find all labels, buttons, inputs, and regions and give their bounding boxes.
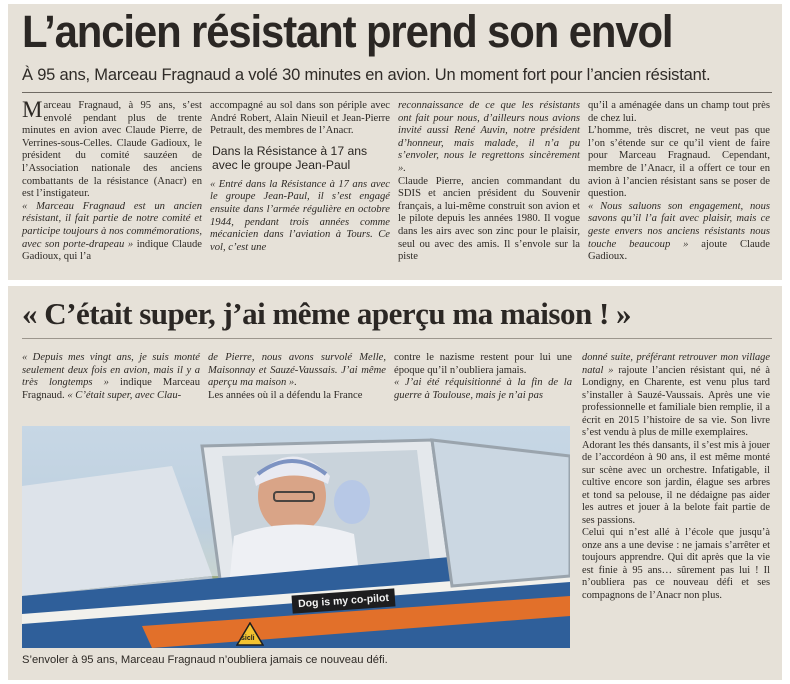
top-column-3 (398, 100, 580, 264)
top-col4-quote: « Nous saluons son engagement, nous savons qu’il l’a fait avec plaisir, mais ce geste envers nos anciens résistants nous touche beaucoup » (588, 200, 770, 250)
bottom-column-2 (208, 352, 386, 402)
bottom-col1-quote: « Depuis mes vingt ans, je suis monté seulement deux fois en avion, mais il y a très longtemps » (22, 352, 200, 389)
bottom-col2-paragraph: Les années où il a défendu la France (208, 389, 363, 401)
bottom-col3-paragraph: contre le nazisme restent pour lui une époque qu’il n’oubliera jamais. (394, 352, 572, 376)
bottom-column-4 (582, 352, 770, 602)
bottom-column-1 (22, 352, 200, 402)
bottom-col2-quote: de Pierre, nous avons survolé Melle, Maisonnay et Sauzé-Vaussais. J’ai même aperçu ma maison ». (208, 352, 386, 389)
top-col2-quote: « Entré dans la Résistance à 17 ans avec le groupe Jean-Paul, il s’est engagé ensuite dans l’armée régulière en octobre 1944, pendant trois années comme mécanicien dans l’aviation à Tours. Ce vol, c’est une (210, 178, 390, 253)
top-col4-quote-attribution: ajoute Claude Gadioux. (588, 238, 770, 263)
quote-headline: « C’était super, j’ai même aperçu ma maison ! » (22, 296, 632, 331)
top-col1-quote: « Marceau Fragnaud est un ancien résistant, il fait partie de notre comité et participe toujours à nos commémorations, avec son porte-drapeau » (22, 200, 202, 250)
cockpit-illustration (22, 426, 570, 648)
bottom-col3-quote: « J’ai été réquisitionné à la fin de la guerre à Toulouse, mais je n’ai pas (394, 377, 572, 401)
photo-caption: S’envoler à 95 ans, Marceau Fragnaud n’oubliera jamais ce nouveau défi. (22, 654, 388, 666)
top-column-4 (588, 100, 770, 264)
top-column-2 (210, 100, 390, 254)
top-column-1 (22, 97, 202, 264)
bottom-col4-paragraph-3: Celui qui n’est allé à l’école que jusqu’à onze ans a une devise : ne jamais s’arrêter et toujours apprendre. Qui dit après que la vie est finie à 95 ans… sûrement pas lui ! Il n’oubliera pas ce nouveau défi et ses compagnons de l’Anacr non plus. (582, 527, 770, 601)
article-deck: À 95 ans, Marceau Fragnaud a volé 30 minutes en avion. Un moment fort pour l’ancien résistant. (22, 66, 711, 84)
bottom-article-clipping (8, 286, 782, 680)
top-col3-paragraph-2: Claude Pierre, ancien commandant du SDIS et ancien président du Souvenir français, a lui-même construit son avion et le pilote depuis les années 1980. Il vogue dans les airs avec son zinc pour le plaisir, seul ou avec des amis. Il s’envole sur la piste (398, 175, 580, 263)
bottom-col4-paragraph-2: Adorant les thés dansants, il s’est mis à jouer de l’accordéon à 90 ans, il est même monté sur scène avec un orchestre. Infatigable, il cultive encore son jardin, élague ses arbres et tond sa pelouse, il ne dédaigne pas aider les autres et jouer à la belote fait partie de ses passions. (582, 439, 770, 526)
logo-text: sicli (241, 635, 255, 642)
top-col3-quote: reconnaissance de ce que les résistants ont fait pour nous, d’ailleurs nous avions invité aussi René Auvin, notre président d’honneur, mais malade, il n’a pu s’envoler, nous le regrettons sincèrement ». (398, 100, 580, 174)
top-subheading: Dans la Résistance à 17 ans avec le groupe Jean-Paul (212, 143, 368, 172)
bottom-col4-quote: donné suite, préférant retrouver mon village natal » (582, 352, 770, 376)
top-col1-quote-attribution: indique Claude Gadioux, qui l’a (22, 238, 202, 263)
deck-rule (22, 92, 772, 93)
top-col2-paragraph-1: accompagné au sol dans son périple avec André Robert, Alain Nieuil et Jean-Pierre Petrault, des membres de l’Anacr. (210, 100, 390, 137)
bottom-col4-paragraph-1: rajoute l’ancien résistant qui, né à Londigny, en Charente, est venu plus tard s’installer à Sauzé-Vaussais. Après une vie professionnelle et familiale bien remplie, il a écrit en 2015 l’histoire de sa vie. Son livre s’est vendu à plus de mille exemplaires. (582, 364, 770, 438)
bottom-col1-attribution: indique Marceau Fragnaud. (22, 377, 200, 401)
sicli-logo (236, 622, 264, 646)
article-headline: L’ancien résistant prend son envol (22, 6, 673, 57)
bottom-column-3 (394, 352, 572, 402)
top-article-clipping (8, 4, 782, 280)
cockpit-photo (22, 426, 570, 648)
sticker-text: Dog is my co-pilot (297, 591, 390, 611)
top-col4-paragraph-1: qu’il a aménagée dans un champ tout près de chez lui. (588, 100, 770, 124)
top-col1-paragraph-1: arceau Fragnaud, à 95 ans, s’est envolé pendant plus de trente minutes en avion avec Claude Pierre, de Verrines-sous-Celles. Claude Gadioux, le président du comité sauzéen de l’Association nationale des anciens combattants de la résistance (Anacr) en est l’instigateur. (22, 100, 202, 200)
sicli-triangle-icon (236, 622, 264, 646)
bottom-col1-quote-2: « C’était super, avec Clau- (67, 389, 182, 401)
drop-letter: M (22, 97, 43, 122)
headline-rule (22, 338, 772, 339)
top-col4-paragraph-2: L’homme, très discret, ne veut pas que l’on s’étende sur ce qu’il vient de faire pour Marceau Fragnaud. Cependant, membre de l’Anacr, il a offert ce tour en avion à l’ancien résistant sans se poser de question. (588, 125, 770, 200)
